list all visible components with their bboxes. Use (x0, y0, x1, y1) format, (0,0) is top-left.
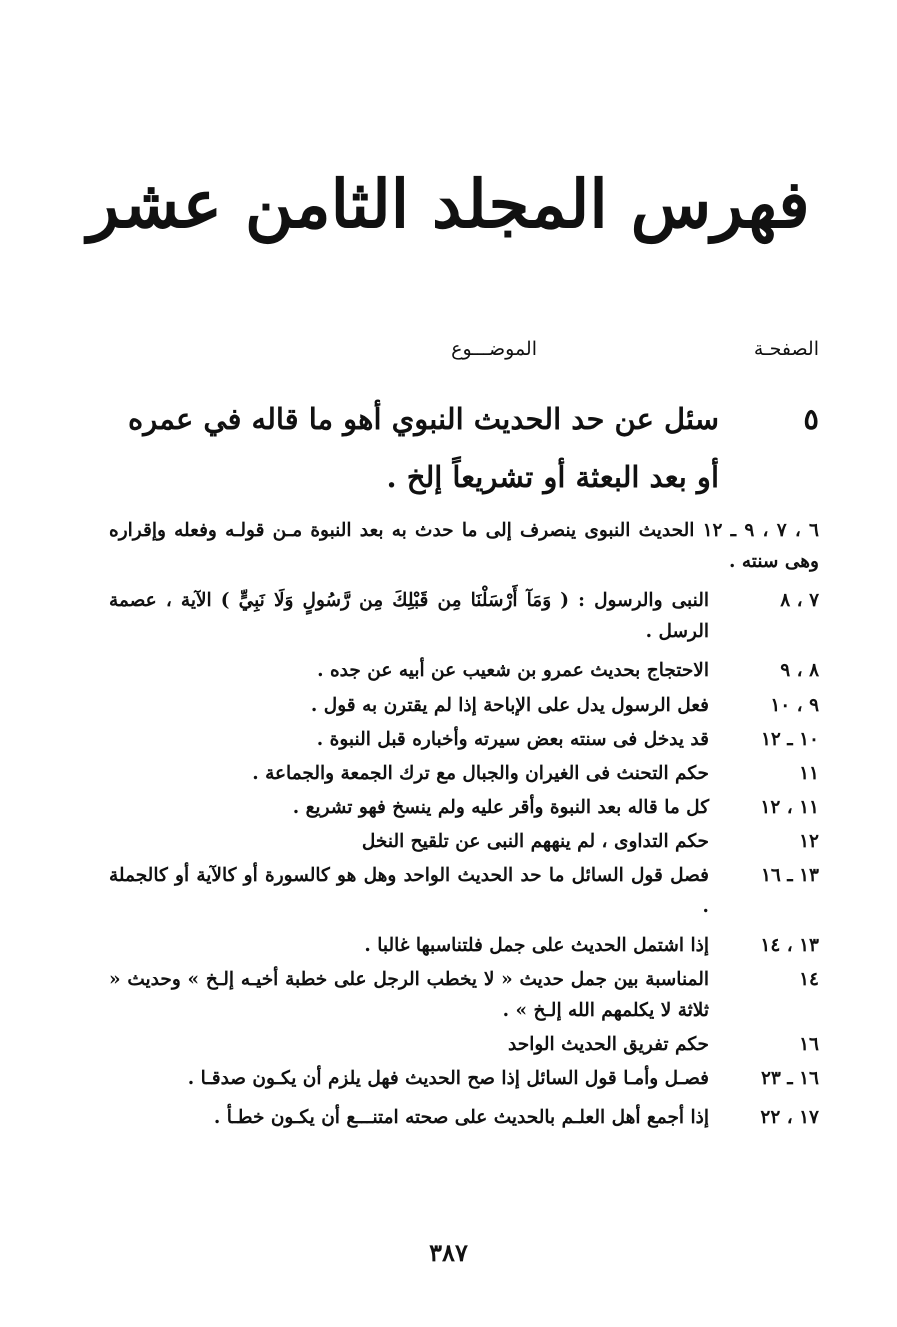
index-entry (109, 1063, 819, 1094)
index-entry (109, 826, 819, 857)
entry-text: حكم التحنث فى الغيران والجبال مع ترك الجمعة والجماعة . (252, 763, 709, 784)
index-entry (109, 964, 819, 1026)
entry-page: ١٢ (799, 831, 819, 852)
index-entry (109, 1102, 819, 1133)
index-list (109, 515, 819, 1133)
entry-page: ١٦ (799, 1034, 819, 1055)
page-title: فهرس المجلد الثامن عشر (87, 165, 810, 243)
entry-page: ١١ (799, 763, 819, 784)
entry-text: حكم تفريق الحديث الواحد (508, 1034, 709, 1055)
entry-page: ١٣ ـ ١٦ (760, 865, 819, 886)
entry-text: الاحتجاج بحديث عمرو بن شعيب عن أبيه عن جده . (317, 660, 709, 681)
page-column-header: الصفحـة (753, 338, 819, 360)
entry-page: ١٣ ، ١٤ (760, 935, 819, 956)
index-entry (109, 655, 819, 686)
entry-text: المناسبة بين جمل حديث « لا يخطب الرجل على خطبة أخيـه إلـخ » وحديث « ثلاثة لا يكلمهم الله إلـخ » . (109, 969, 709, 1021)
entry-text: كل ما قاله بعد النبوة وأقر عليه ولم ينسخ فهو تشريع . (292, 797, 709, 818)
index-entry (109, 690, 819, 721)
entry-text: النبى والرسول : ( وَمَآ أَرْسَلْنَا مِن قَبْلِكَ مِن رَّسُولٍ وَلَا نَبِيٍّ ) الآية ، عصمة الرسل . (109, 590, 709, 642)
entry-text: إذا اشتمل الحديث على جمل فلتناسبها غالبا . (364, 935, 709, 956)
entry-page: ١٠ ـ ١٢ (760, 729, 819, 750)
index-entry (109, 585, 819, 647)
entry-text: حكم التداوى ، لم ينههم النبى عن تلقيح النخل (361, 831, 709, 852)
index-entry (109, 515, 819, 577)
main-entry-page: ٥ (803, 402, 819, 436)
entry-page: ٩ ، ١٠ (770, 695, 819, 716)
index-entry (109, 1029, 819, 1060)
entry-text: فصـل وأمـا قول السائل إذا صح الحديث فهل يلزم أن يكـون صدقـا . (187, 1068, 709, 1089)
index-entry (109, 792, 819, 823)
entry-page: ١٤ (799, 969, 819, 990)
entry-text: ٦ ، ٧ ، ٩ ـ ١٢ الحديث النبوى ينصرف إلى ما حدث به بعد النبوة مـن قولـه وفعله وإقراره وهى سنته . (109, 520, 819, 572)
entry-text: فعل الرسول يدل على الإباحة إذا لم يقترن به قول . (310, 695, 709, 716)
entry-page: ١١ ، ١٢ (760, 797, 819, 818)
main-entry-text: سئل عن حد الحديث النبوي أهو ما قاله في عمره أو بعد البعثة أو تشريعاً إلخ . (128, 402, 719, 494)
entry-text: فصل قول السائل ما حد الحديث الواحد وهل هو كالسورة أو كالآية أو كالجملة . (109, 865, 709, 917)
entry-page: ١٦ ـ ٢٣ (760, 1068, 819, 1089)
entry-page: ٧ ، ٨ (780, 590, 819, 611)
topic-column-header: الموضـــوع (451, 338, 537, 360)
page-number: ٣٨٧ (429, 1238, 468, 1267)
entry-page: ١٧ ، ٢٢ (760, 1107, 819, 1128)
entry-text: إذا أجمع أهل العلـم بالحديث على صحته امتنـــع أن يكـون خطـأ . (213, 1107, 709, 1128)
index-entry (109, 758, 819, 789)
entry-text: قد يدخل فى سنته بعض سيرته وأخباره قبل النبوة . (316, 729, 709, 750)
index-entry (109, 930, 819, 961)
index-entry (109, 724, 819, 755)
index-entry (109, 860, 819, 922)
entry-page: ٨ ، ٩ (780, 660, 819, 681)
